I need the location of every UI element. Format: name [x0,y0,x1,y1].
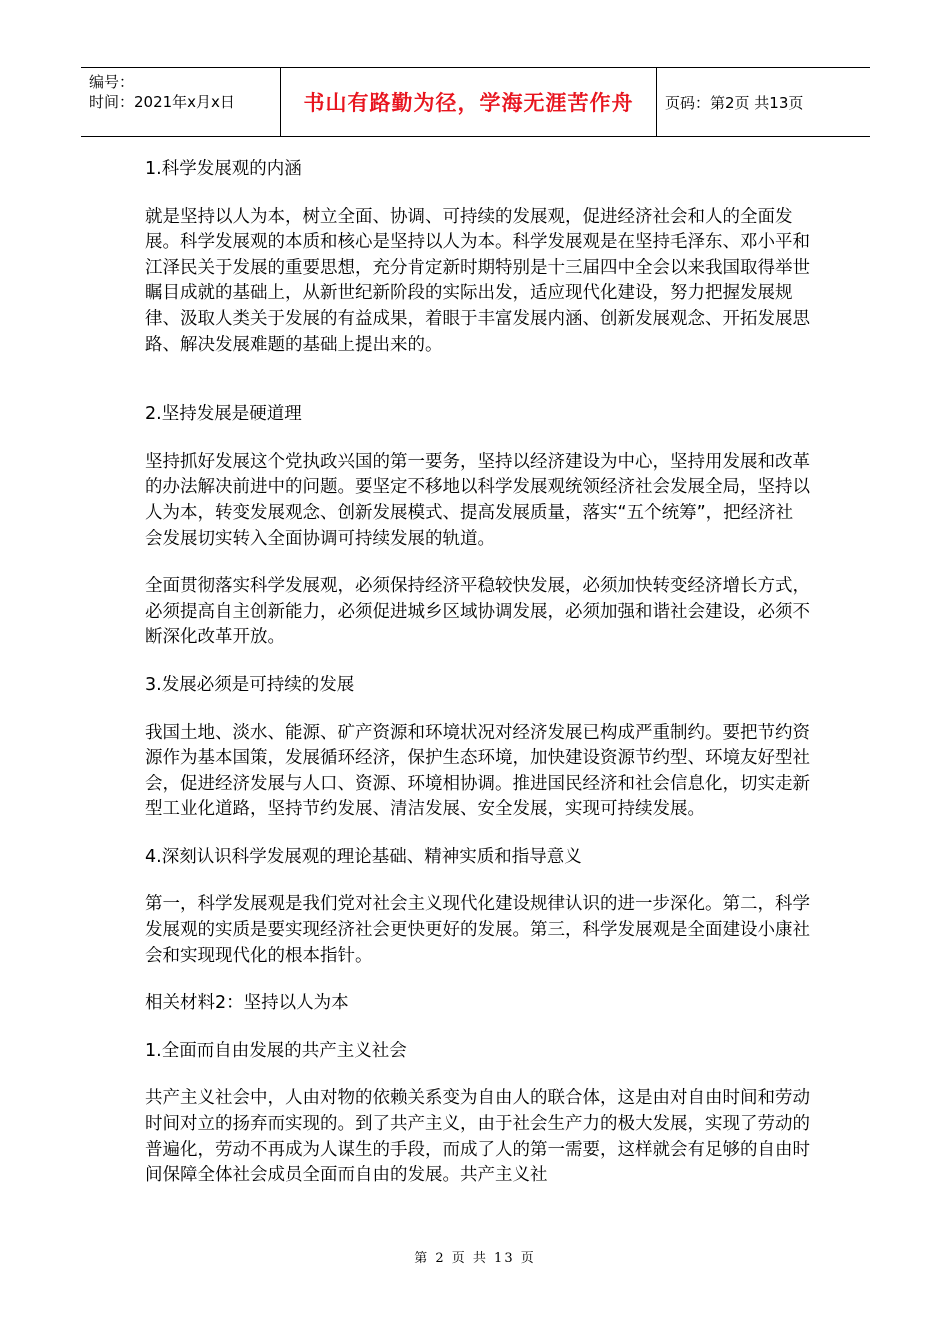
paragraph-2: 坚持抓好发展这个党执政兴国的第一要务，坚持以经济建设为中心，坚持用发展和改革的办法解决前进中的问题。要坚定不移地以科学发展观统领经济社会发展全局，坚持以人为本，转变发展观念、创新发展模式、提高发展质量，落实“五个统筹”，把经济社会发展切实转入全面协调可持续发展的轨道。 [145,451,810,549]
paragraph-3: 全面贯彻落实科学发展观，必须保持经济平稳较快发展，必须加快转变经济增长方式，必须提高自主创新能力，必须促进城乡区域协调发展，必须加强和谐社会建设，必须不断深化改革开放。 [145,576,810,648]
paragraph-6: 共产主义社会中，人由对物的依赖关系变为自由人的联合体，这是由对自由时间和劳动时间对立的扬弃而实现的。到了共产主义，由于社会生产力的极大发展，实现了劳动的普遍化，劳动不再成为人谋生的手段，而成了人的第一需要，这样就会有足够的自由时间保障全体社会成员全面而自由的发展。共产主义社 [145,1088,810,1186]
document-header [81,67,870,137]
header-page-code: 页码：第2页 共13页 [665,93,804,112]
section-heading-4: 4.深刻认识科学发展观的理论基础、精神实质和指导意义 [145,846,582,867]
related-material-heading: 相关材料2：坚持以人为本 [145,993,349,1014]
paragraph-1: 就是坚持以人为本，树立全面、协调、可持续的发展观，促进经济社会和人的全面发展。科学发展观的本质和核心是坚持以人为本。科学发展观是在坚持毛泽东、邓小平和江泽民关于发展的重要思想，充分肯定新时期特别是十三届四中全会以来我国取得举世瞩目成就的基础上，从新世纪新阶段的实际出发，适应现代化建设，努力把握发展规律、汲取人类关于发展的有益成果，着眼于丰富发展内涵、创新发展观念、开拓发展思路、解决发展难题的基础上提出来的。 [145,206,810,355]
paragraph-5: 第一，科学发展观是我们党对社会主义现代化建设规律认识的进一步深化。第二，科学发展观的实质是要实现经济社会更快更好的发展。第三，科学发展观是全面建设小康社会和实现现代化的根本指针。 [145,894,810,966]
section-heading-1: 1.科学发展观的内涵 [145,159,302,179]
document-time-label: 时间：2021年x月x日 [89,93,235,111]
section-heading-2: 2.坚持发展是硬道理 [145,404,302,425]
header-motto: 书山有路勤为径，学海无涯苦作舟 [281,68,657,136]
header-meta [81,68,281,136]
page-footer: 第 2 页 共 13 页 [414,1251,536,1266]
section-heading-3: 3.发展必须是可持续的发展 [145,674,355,695]
document-number-label: 编号： [89,73,135,91]
section-heading-5: 1.全面而自由发展的共产主义社会 [145,1040,407,1061]
paragraph-4: 我国土地、淡水、能源、矿产资源和环境状况对经济发展已构成严重制约。要把节约资源作为基本国策，发展循环经济，保护生态环境，加快建设资源节约型、环境友好型社会，促进经济发展与人口、资源、环境相协调。推进国民经济和社会信息化，切实走新型工业化道路，坚持节约发展、清洁发展、安全发展，实现可持续发展。 [145,722,810,820]
document-body [145,157,810,1189]
